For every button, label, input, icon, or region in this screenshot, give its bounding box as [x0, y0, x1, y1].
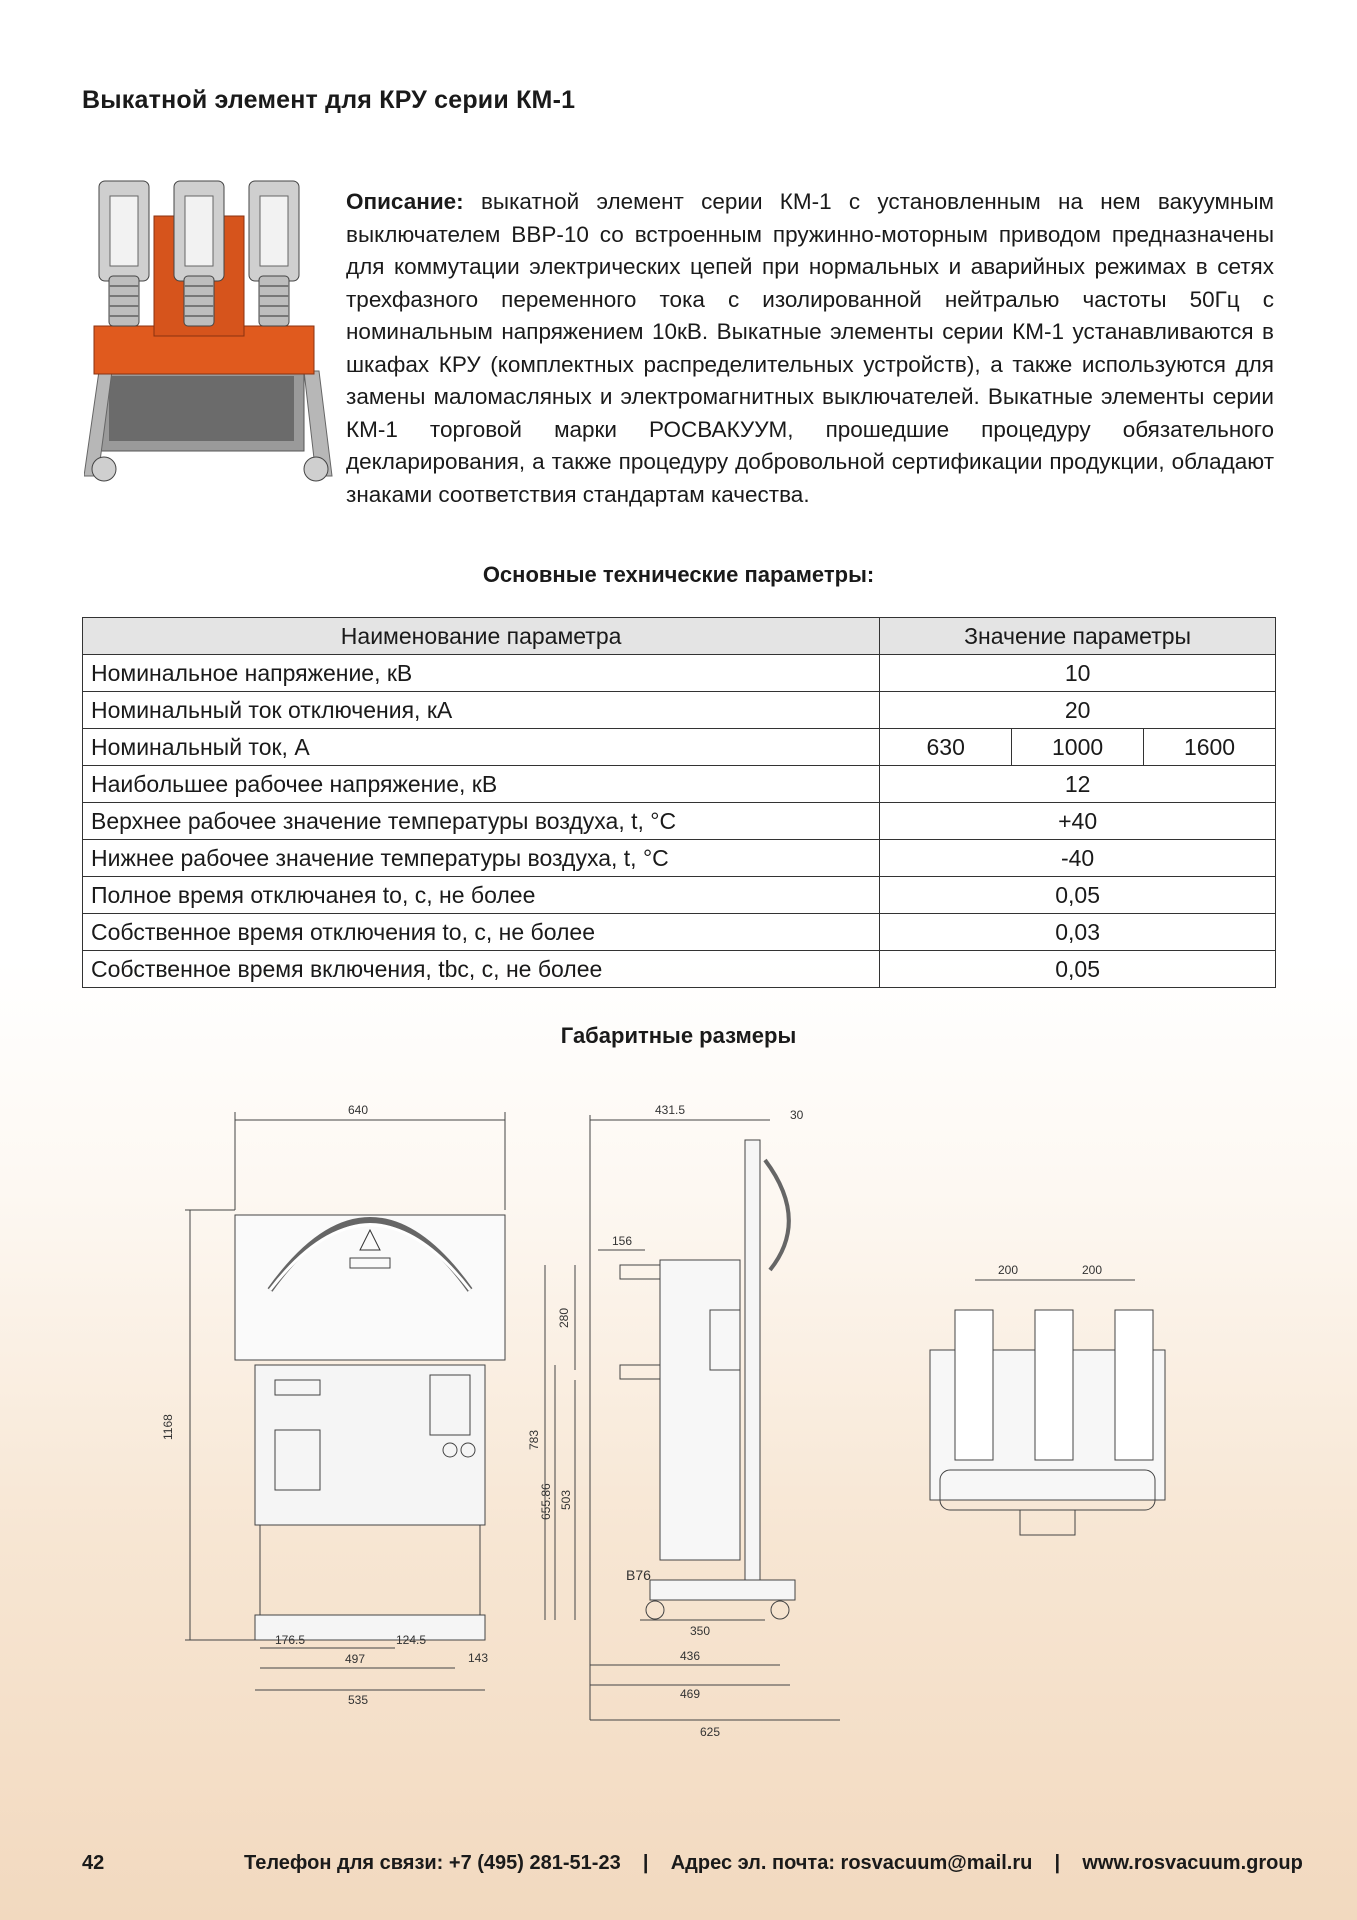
front-view [161, 1103, 505, 1707]
dim-label: 640 [348, 1103, 369, 1117]
dim-label: 783 [527, 1429, 541, 1450]
table-header-row [83, 618, 1276, 655]
param-value: 12 [880, 766, 1276, 803]
spec-table [82, 617, 1276, 988]
description-label: Описание: [346, 189, 464, 214]
top-view [930, 1263, 1165, 1535]
dim-label: 1168 [161, 1414, 175, 1440]
dim-label: 535 [348, 1693, 369, 1707]
dim-label: 200 [1082, 1263, 1103, 1277]
table-row [83, 692, 1276, 729]
param-value: 0,05 [880, 877, 1276, 914]
dim-label: 655.86 [539, 1483, 553, 1520]
footer-contact: Телефон для связи: +7 (495) 281-51-23 | Адрес эл. почта: rosvacuum@mail.ru | www.rosvacuum.group [244, 1852, 1303, 1874]
dim-label: 280 [557, 1307, 571, 1328]
param-name: Собственное время включения, tbc, c, не более [83, 951, 880, 988]
dim-label: 431.5 [655, 1103, 686, 1117]
dim-label: 143 [468, 1651, 489, 1665]
table-row [83, 655, 1276, 692]
table-row [83, 803, 1276, 840]
param-value: 1000 [1012, 729, 1144, 766]
table-row [83, 729, 1276, 766]
param-value: 1600 [1144, 729, 1276, 766]
description-text: выкатной элемент серии КМ-1 с установленным на нем вакуумным выключателем ВВР-10 со встроенным пружинно-моторным приводом предназначены для коммутации электрических цепей при нормальных и аварийных режимах в сетях трехфазного переменного тока с изолированной нейтралью частоты 50Гц с номинальным напряжением 10кВ. Выкатные элементы серии КМ-1 устанавливаются в шкафах КРУ (комплектных распределительных устройств), а также используются для замены маломасляных и электромагнитных выключателей. Выкатные элементы серии КМ-1 торговой марки РОСВАКУУМ, прошедшие процедуру обязательного декларирования, а также процедуру добровольной сертификации продукции, обладают знаками соответствия стандартам качества. [346, 189, 1274, 507]
dim-label: 503 [559, 1489, 573, 1510]
params-title: Основные технические параметры: [482, 562, 875, 587]
param-name: Номинальное напряжение, кВ [83, 655, 880, 692]
dim-label: 625 [700, 1725, 721, 1739]
param-name: Полное время отключанея to, c, не более [83, 877, 880, 914]
dim-label: 176.5 [275, 1633, 306, 1647]
footer [82, 1852, 1310, 1882]
param-name: Собственное время отключения to, c, не более [83, 914, 880, 951]
page-title: Выкатной элемент для КРУ серии КМ-1 [82, 86, 576, 114]
table-row [83, 766, 1276, 803]
dim-label: 350 [690, 1624, 711, 1638]
header-value: Значение параметры [880, 618, 1276, 655]
dim-label: 156 [612, 1234, 633, 1248]
param-name: Верхнее рабочее значение температуры воздуха, t, °С [83, 803, 880, 840]
param-value: 10 [880, 655, 1276, 692]
dim-label: 30 [790, 1108, 804, 1122]
table-row [83, 877, 1276, 914]
dim-label: 200 [998, 1263, 1019, 1277]
product-photo [84, 176, 334, 491]
param-value: 0,05 [880, 951, 1276, 988]
side-view [527, 1103, 840, 1739]
page-number: 42 [82, 1852, 105, 1874]
description [346, 186, 1274, 511]
dim-label: 469 [680, 1687, 701, 1701]
dim-label: 497 [345, 1652, 366, 1666]
param-value: 0,03 [880, 914, 1276, 951]
param-value: 630 [880, 729, 1012, 766]
dims-title: Габаритные размеры [560, 1023, 797, 1048]
param-value: -40 [880, 840, 1276, 877]
header-name: Наименование параметра [83, 618, 880, 655]
param-name: Номинальный ток, А [83, 729, 880, 766]
param-name: Нижнее рабочее значение температуры воздуха, t, °С [83, 840, 880, 877]
dim-label: 124.5 [396, 1633, 427, 1647]
dim-label: В76 [626, 1567, 651, 1583]
dimension-drawing [150, 1100, 1210, 1760]
table-row [83, 951, 1276, 988]
param-name: Наибольшее рабочее напряжение, кВ [83, 766, 880, 803]
table-row [83, 914, 1276, 951]
param-value: +40 [880, 803, 1276, 840]
table-row [83, 840, 1276, 877]
dim-label: 436 [680, 1649, 701, 1663]
param-value: 20 [880, 692, 1276, 729]
param-name: Номинальный ток отключения, кА [83, 692, 880, 729]
